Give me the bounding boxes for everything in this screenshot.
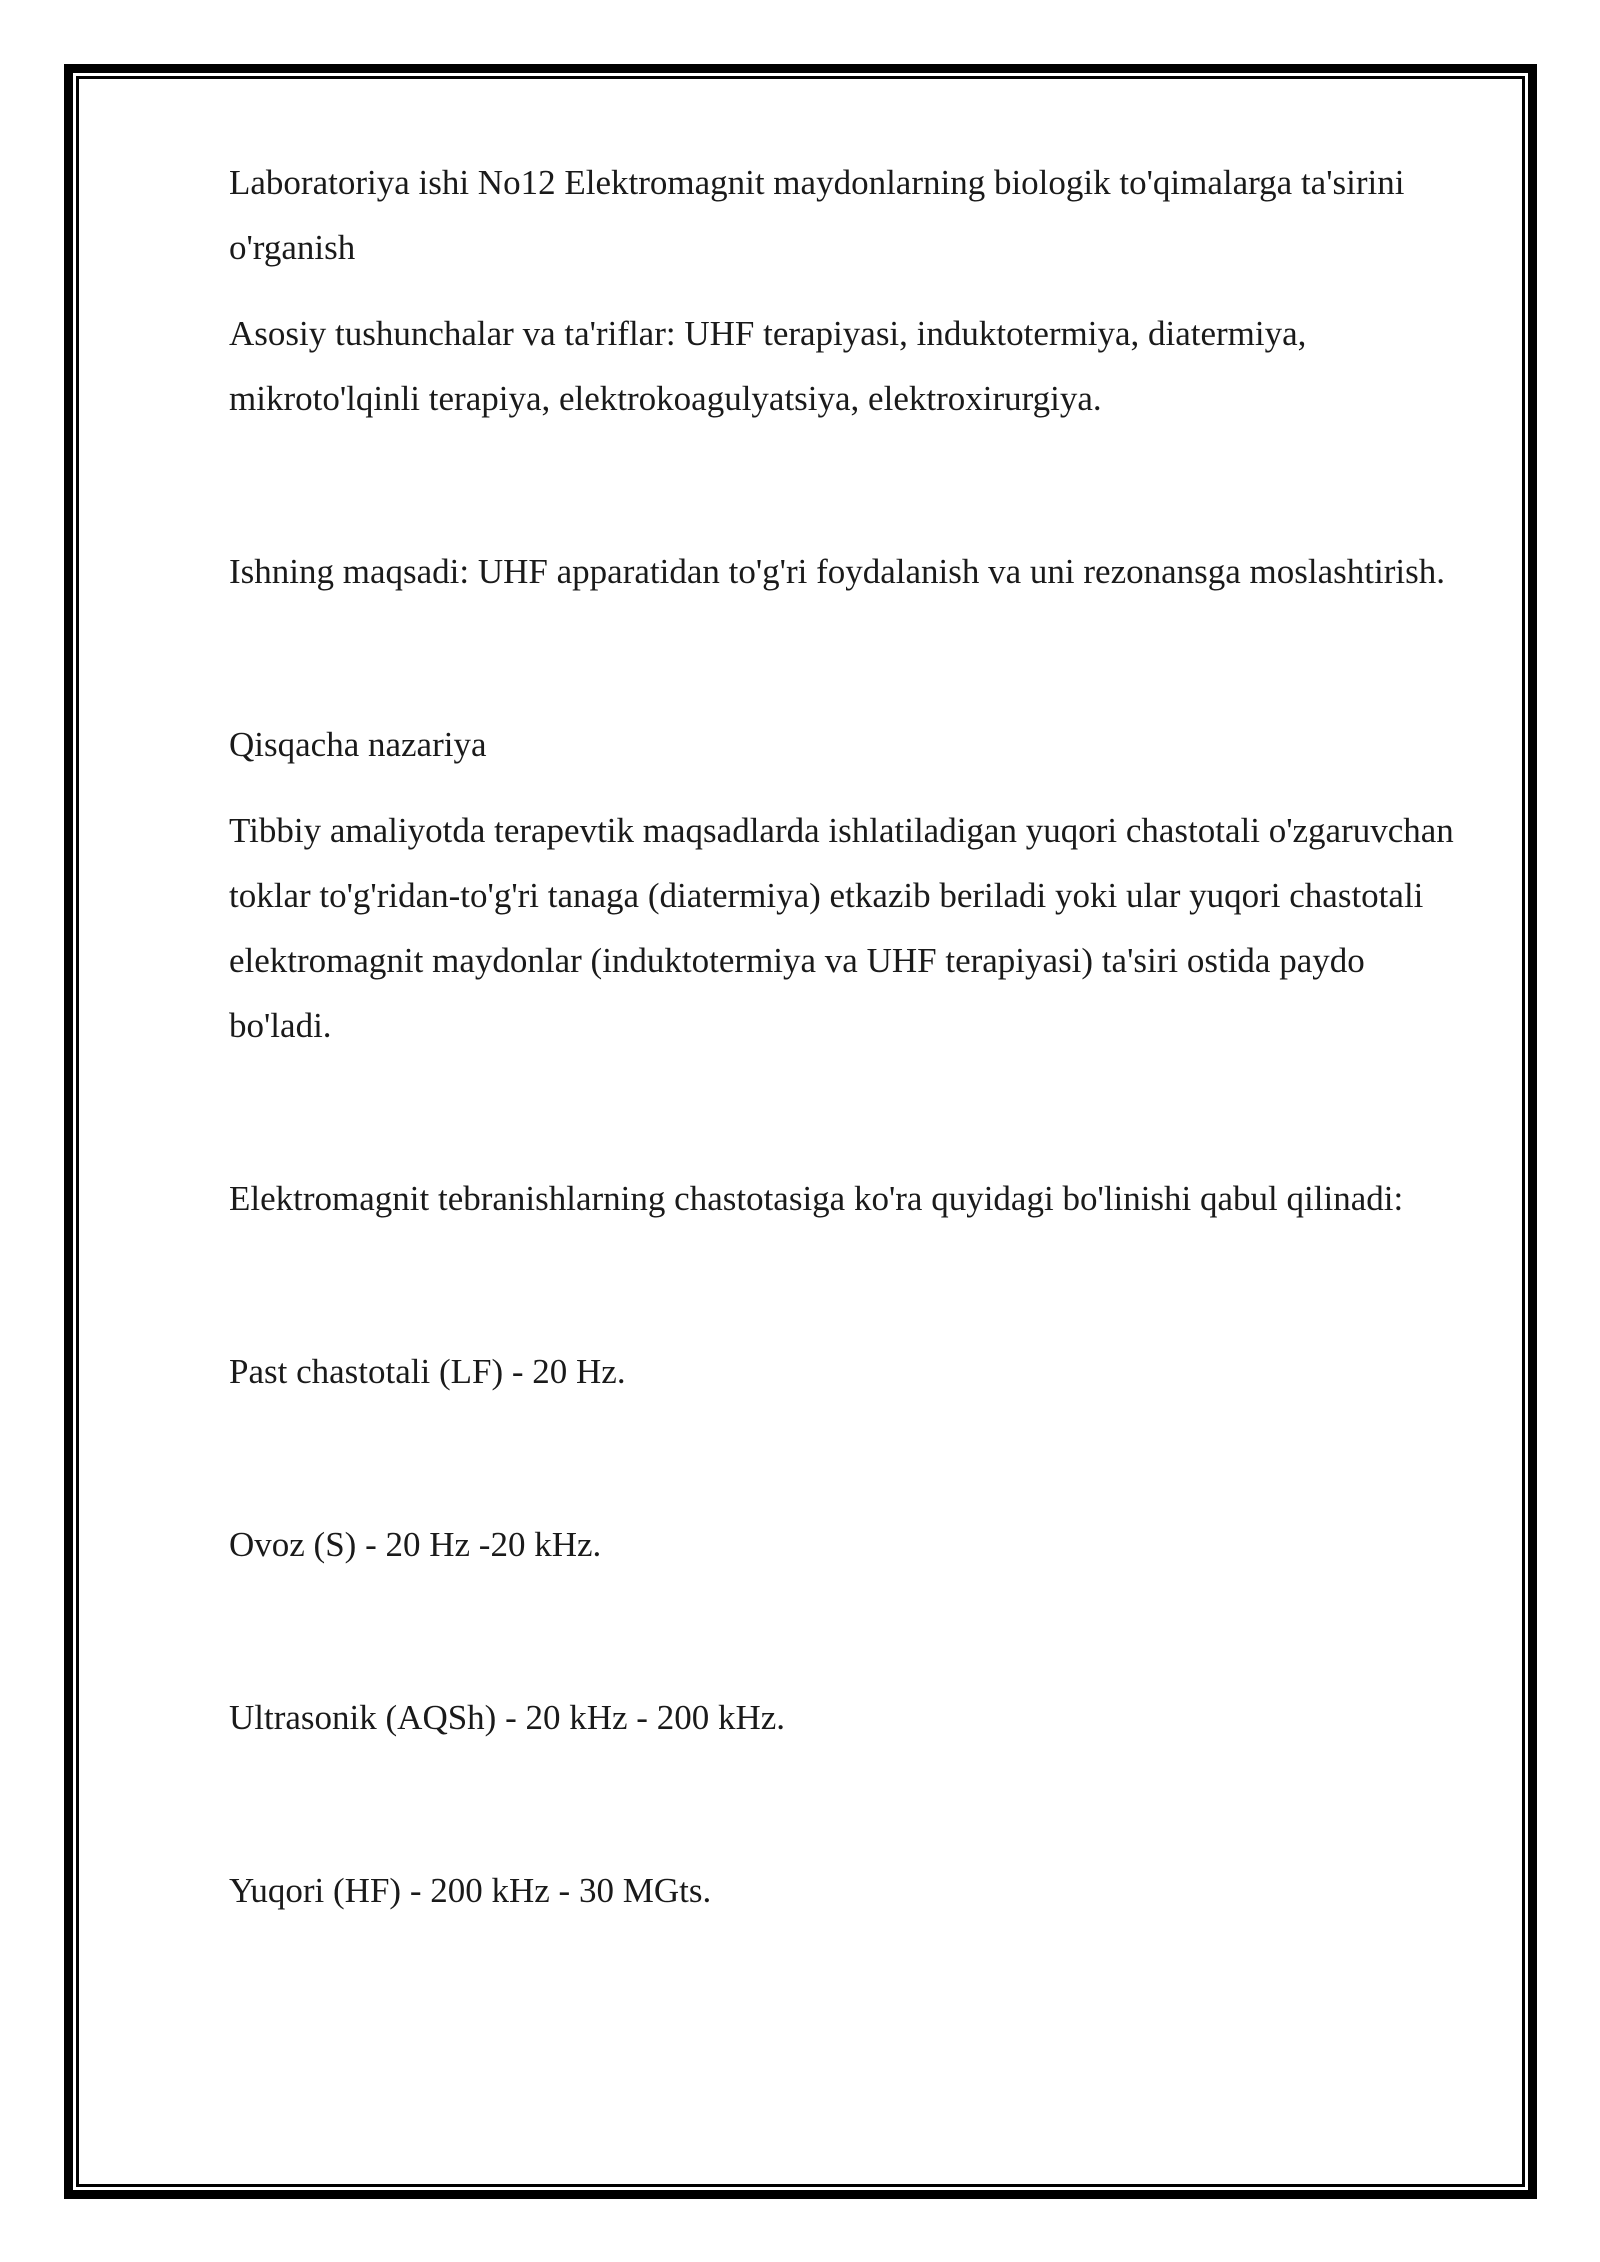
range-item-sound: Ovoz (S) - 20 Hz -20 kHz. bbox=[229, 1525, 602, 1564]
classification-intro: Elektromagnit tebranishlarning chastotasiga ko'ra quyidagi bo'linishi qabul qilinadi: bbox=[229, 1179, 1404, 1218]
document-title: Laboratoriya ishi No12 Elektromagnit maydonlarning biologik to'qimalarga ta'sirini o'rganish bbox=[229, 163, 1405, 267]
goal-paragraph: Ishning maqsadi: UHF apparatidan to'g'ri foydalanish va uni rezonansga moslashtirish. bbox=[229, 552, 1445, 591]
theory-heading: Qisqacha nazariya bbox=[229, 725, 487, 764]
document-body bbox=[229, 150, 1469, 1923]
range-item-lf: Past chastotali (LF) - 20 Hz. bbox=[229, 1352, 626, 1391]
concepts-paragraph: Asosiy tushunchalar va ta'riflar: UHF terapiyasi, induktotermiya, diatermiya, mikroto'lqinli terapiya, elektrokoagulyatsiya, elektroxirurgiya. bbox=[229, 314, 1307, 418]
range-item-ultrasonic: Ultrasonik (AQSh) - 20 kHz - 200 kHz. bbox=[229, 1698, 786, 1737]
range-item-hf: Yuqori (HF) - 200 kHz - 30 MGts. bbox=[229, 1871, 712, 1910]
theory-paragraph: Tibbiy amaliyotda terapevtik maqsadlarda ishlatiladigan yuqori chastotali o'zgaruvchan toklar to'g'ridan-to'g'ri tanaga (diatermiya) etkazib beriladi yoki ular yuqori chastotali elektromagnit maydonlar (induktotermiya va UHF terapiyasi) ta'siri ostida paydo bo'ladi. bbox=[229, 811, 1454, 1045]
